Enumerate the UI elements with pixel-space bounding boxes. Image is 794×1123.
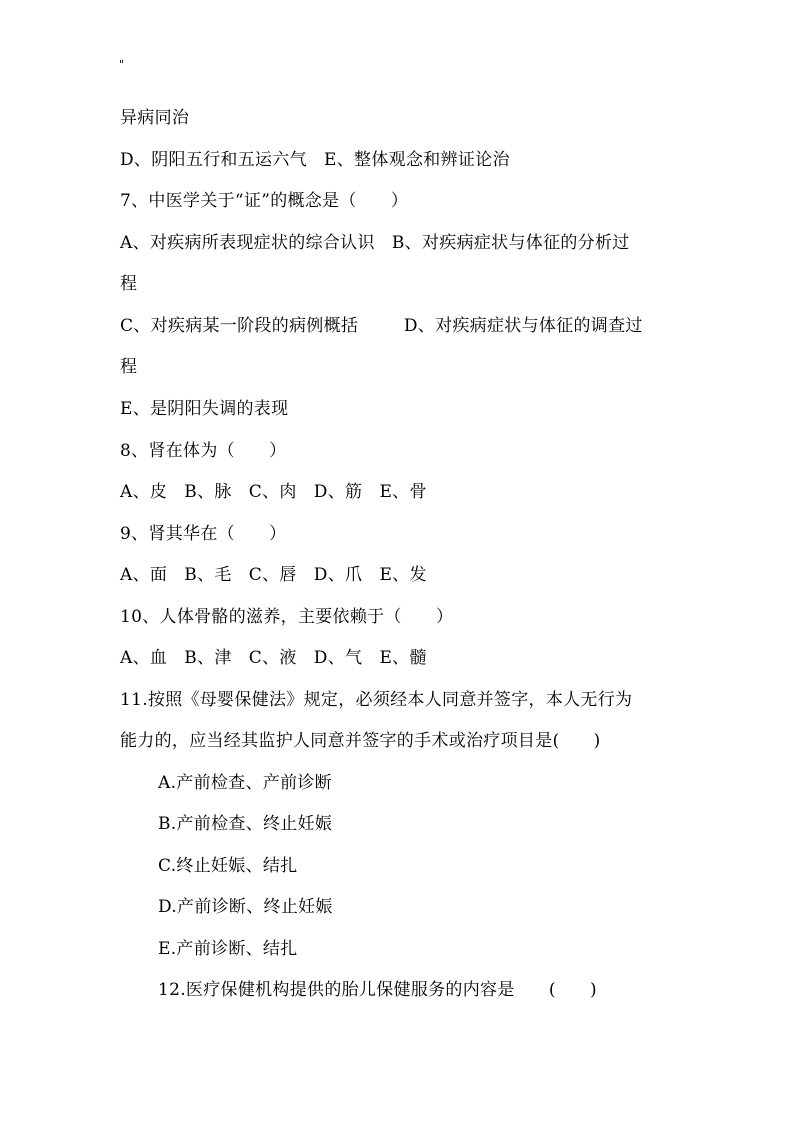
question-12: 12.医疗保健机构提供的胎儿保健服务的内容是 ( ) [158,980,597,1000]
top-quote-mark: " [119,58,125,71]
text-line: D、阴阳五行和五运六气 E、整体观念和辨证论治 [120,150,510,170]
question-8: 8、肾在体为（ ） [120,441,287,461]
option-line: E、是阴阳失调的表现 [120,399,289,419]
text-line: 程 [120,274,138,294]
option-line: A、皮 B、脉 C、肉 D、筋 E、骨 [120,482,427,502]
option-line: A、面 B、毛 C、唇 D、爪 E、发 [120,565,427,585]
question-7: 7、中医学关于“证”的概念是（ ） [120,191,409,211]
text-line: 异病同治 [120,108,190,128]
option-line: D.产前诊断、终止妊娠 [158,897,333,917]
option-line: A.产前检查、产前诊断 [158,773,332,793]
question-9: 9、肾其华在（ ） [120,524,287,544]
text-line: 程 [120,357,138,377]
option-line: C、对疾病某一阶段的病例概括 D、对疾病症状与体征的调查过 [120,316,643,336]
option-line: B.产前检查、终止妊娠 [158,814,333,834]
option-line: E.产前诊断、结扎 [158,939,298,959]
option-line: C.终止妊娠、结扎 [158,856,298,876]
question-11: 11.按照《母婴保健法》规定，必须经本人同意并签字，本人无行为 [120,690,633,710]
question-10: 10、人体骨骼的滋养，主要依赖于（ ） [120,607,454,627]
option-line: A、对疾病所表现症状的综合认识 B、对疾病症状与体征的分析过 [120,233,630,253]
text-line: 能力的，应当经其监护人同意并签字的手术或治疗项目是( ) [120,731,601,751]
option-line: A、血 B、津 C、液 D、气 E、髓 [120,648,427,668]
